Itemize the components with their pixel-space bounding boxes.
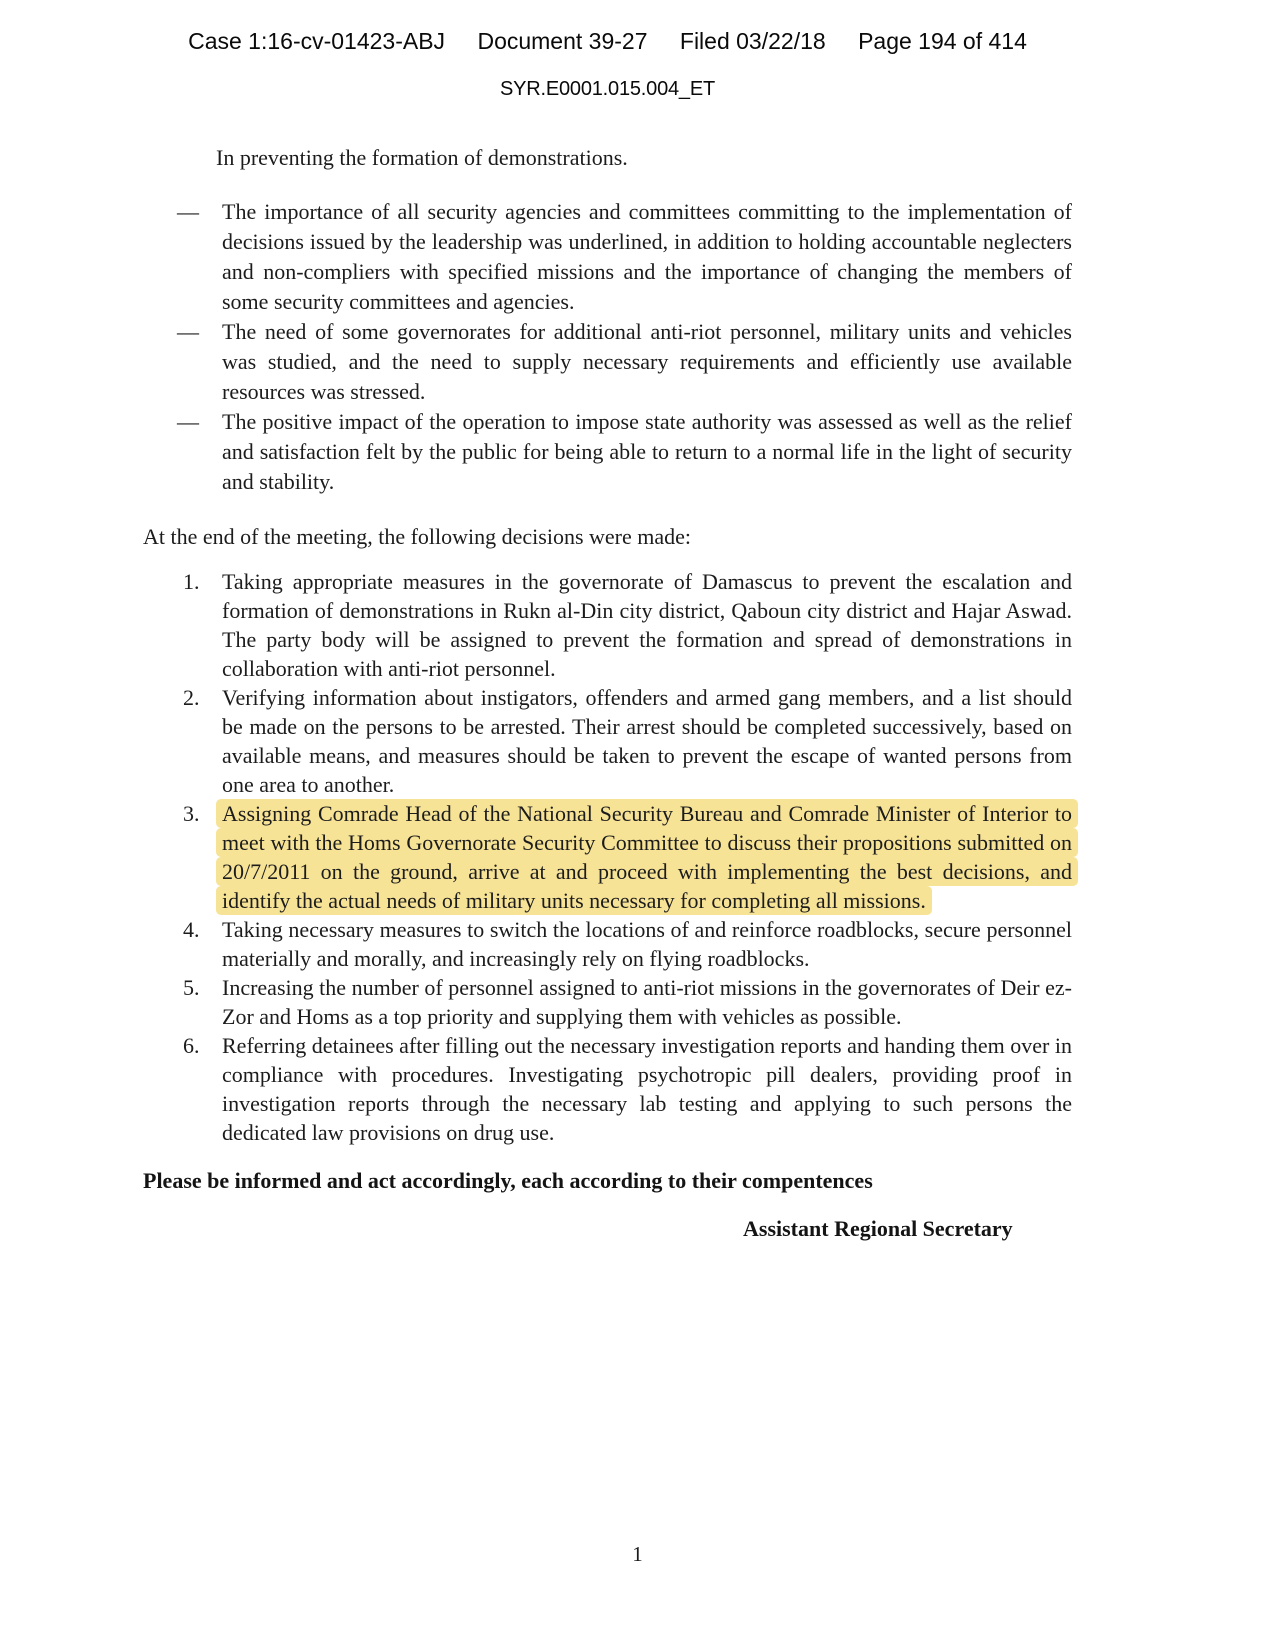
decision-number: 5. — [183, 975, 200, 1000]
bullet-text: The importance of all security agencies and committees committing to the implementation of decisions issued by the leadership was underlined, in addition to holding accountable neglecters and non-compliers with specified missions and the importance of changing the members of some security committees and agencies. — [222, 199, 1072, 314]
court-header-block — [0, 0, 1215, 100]
signature-title: Assistant Regional Secretary — [743, 1216, 1013, 1241]
filed-date: Filed 03/22/18 — [679, 28, 826, 54]
bullet-item — [177, 407, 1072, 497]
bullet-item — [177, 317, 1072, 407]
page-of-pages: Page 194 of 414 — [858, 28, 1027, 54]
decision-item-3 — [183, 799, 1072, 915]
decision-number: 1. — [183, 569, 200, 594]
document-number: Document 39-27 — [477, 28, 648, 54]
decision-number: 3. — [183, 801, 200, 826]
decision-number: 6. — [183, 1033, 200, 1058]
dash-bullet: — — [177, 409, 199, 434]
decision-item-1 — [183, 567, 1072, 683]
page-number: 1 — [632, 1542, 643, 1566]
decision-text: Taking necessary measures to switch the locations of and reinforce roadblocks, secure personnel materially and morally, and increasingly rely on flying roadblocks. — [222, 917, 1072, 971]
dash-bullet: — — [177, 319, 199, 344]
bullet-text: The need of some governorates for additional anti-riot personnel, military units and vehicles was studied, and the need to supply necessary requirements and efficiently use available resources was stressed. — [222, 319, 1072, 404]
exhibit-stamp: SYR.E0001.015.004_ET — [499, 78, 716, 100]
decision-item-6 — [183, 1031, 1072, 1147]
decision-number: 4. — [183, 917, 200, 942]
decision-number: 2. — [183, 685, 200, 710]
decision-text: Increasing the number of personnel assigned to anti-riot missions in the governorates of Deir ez-Zor and Homs as a top priority and supplying them with vehicles as possible. — [222, 975, 1072, 1029]
decision-list — [0, 567, 1275, 1147]
decision-text: Referring detainees after filling out the necessary investigation reports and handing them over in compliance with procedures. Investigating psychotropic pill dealers, providing proof in investigation reports through the necessary lab testing and applying to such persons the dedicated law provisions on drug use. — [222, 1033, 1072, 1145]
intro-paragraph: In preventing the formation of demonstrations. — [216, 145, 628, 170]
decision-item-4 — [183, 915, 1072, 973]
closing-statement: Please be informed and act accordingly, each according to their compentences — [143, 1168, 873, 1193]
case-number: Case 1:16-cv-01423-ABJ — [188, 28, 446, 54]
highlighted-decision-text: Assigning Comrade Head of the National Security Bureau and Comrade Minister of Interior to meet with the Homs Governorate Security Committee to discuss their propositions submitted on 20/7/2011 on the ground, arrive at and proceed with implementing the best decisions, and identify the actual needs of military units necessary for completing all missions. — [216, 799, 1078, 915]
decision-item-2 — [183, 683, 1072, 799]
decision-text: Verifying information about instigators, offenders and armed gang members, and a list should be made on the persons to be arrested. Their arrest should be completed successively, based on available means, and measures should be taken to prevent the escape of wanted persons from one area to another. — [222, 685, 1072, 797]
court-filing-header — [0, 0, 1215, 54]
bullet-item — [177, 197, 1072, 317]
decisions-intro: At the end of the meeting, the following decisions were made: — [143, 524, 692, 549]
decision-item-5 — [183, 973, 1072, 1031]
dash-bullet: — — [177, 199, 199, 224]
bullet-text: The positive impact of the operation to impose state authority was assessed as well as the relief and satisfaction felt by the public for being able to return to a normal life in the light of security and stability. — [222, 409, 1072, 494]
decision-text: Taking appropriate measures in the governorate of Damascus to prevent the escalation and formation of demonstrations in Rukn al-Din city district, Qaboun city district and Hajar Aswad. The party body will be assigned to prevent the formation and spread of demonstrations in collaboration with anti-riot personnel. — [222, 569, 1072, 681]
bullet-list — [0, 197, 1275, 497]
